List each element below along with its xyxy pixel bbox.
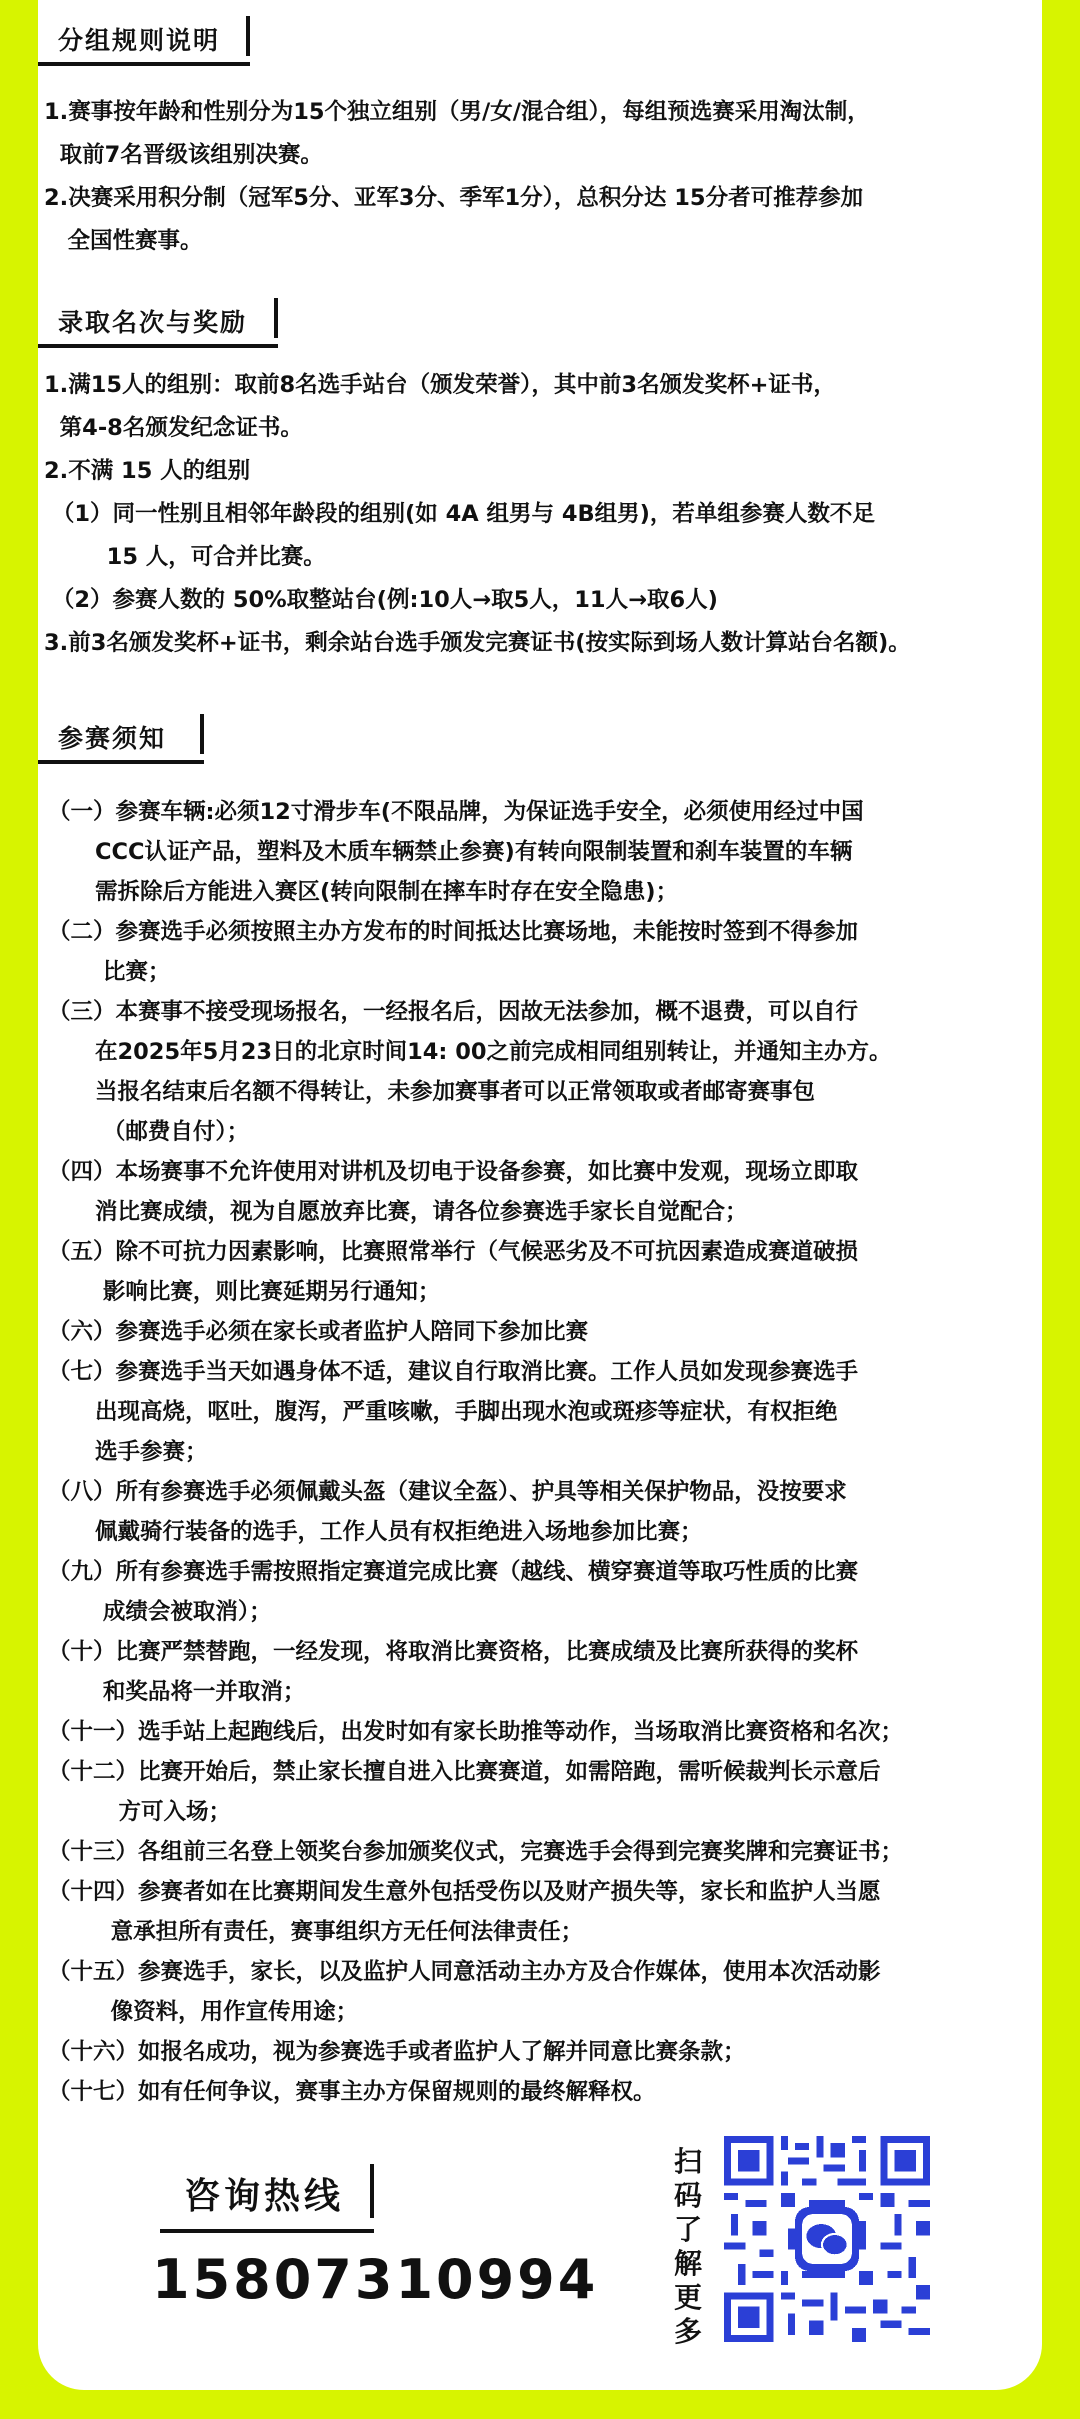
- text-line: 15 人，可合并比赛。: [44, 544, 326, 570]
- hotline-heading: [160, 2168, 374, 2223]
- text-line: （2）参赛人数的 50%取整站台(例:10人→取5人，11人→取6人): [44, 587, 718, 613]
- grouping-rules-title: 分组规则说明: [58, 26, 221, 55]
- text-line: 1.满15人的组别：取前8名选手站台（颁发荣誉），其中前3名颁发奖杯+证书，: [44, 372, 836, 398]
- text-line: （一）参赛车辆:必须12寸滑步车(不限品牌，为保证选手安全，必须使用经过中国: [48, 799, 864, 825]
- notice-title: 参赛须知: [58, 724, 167, 753]
- text-line: （十七）如有任何争议，赛事主办方保留规则的最终解释权。: [48, 2079, 656, 2105]
- text-line: （三）本赛事不接受现场报名，一经报名后，因故无法参加，概不退费，可以自行: [48, 999, 859, 1025]
- text-line: 比赛；: [48, 959, 171, 985]
- text-line: （十三）各组前三名登上领奖台参加颁奖仪式，完赛选手会得到完赛奖牌和完赛证书；: [48, 1839, 904, 1865]
- text-line: （六）参赛选手必须在家长或者监护人陪同下参加比赛: [48, 1319, 589, 1345]
- text-line: 佩戴骑行装备的选手，工作人员有权拒绝进入场地参加比赛；: [48, 1519, 703, 1545]
- text-line: 意承担所有责任，赛事组织方无任何法律责任；: [48, 1919, 584, 1945]
- text-line: 需拆除后方能进入赛区(转向限制在摔车时存在安全隐患)；: [48, 879, 679, 905]
- text-line: 方可入场；: [48, 1799, 231, 1825]
- text-line: 当报名结束后名额不得转让，未参加赛事者可以正常领取或者邮寄赛事包: [48, 1079, 816, 1105]
- grouping-rules-text: [44, 91, 870, 263]
- wechat-qr-code-icon[interactable]: [724, 2136, 930, 2342]
- text-line: 像资料，用作宣传用途；: [48, 1999, 359, 2025]
- notice-text: [48, 792, 903, 2112]
- text-line: 1.赛事按年龄和性别分为15个独立组别（男/女/混合组），每组预选赛采用淘汰制，: [44, 99, 870, 125]
- text-line: （十）比赛严禁替跑，一经发现，将取消比赛资格，比赛成绩及比赛所获得的奖杯: [48, 1639, 859, 1665]
- text-line: 3.前3名颁发奖杯+证书，剩余站台选手颁发完赛证书(按实际到场人数计算站台名额)。: [44, 630, 911, 656]
- text-line: 全国性赛事。: [44, 228, 203, 254]
- text-line: 成绩会被取消）；: [48, 1599, 272, 1625]
- scan-prompt: 扫码了解更多: [673, 2145, 702, 2348]
- text-line: （二）参赛选手必须按照主办方发布的时间抵达比赛场地，未能按时签到不得参加: [48, 919, 859, 945]
- awards-text: [44, 364, 911, 665]
- text-line: 消比赛成绩，视为自愿放弃比赛，请各位参赛选手家长自觉配合；: [48, 1199, 748, 1225]
- text-line: （十五）参赛选手，家长，以及监护人同意活动主办方及合作媒体，使用本次活动影: [48, 1959, 881, 1985]
- text-line: （1）同一性别且相邻年龄段的组别(如 4A 组男与 4B组男)，若单组参赛人数不足: [44, 501, 875, 527]
- text-line: （四）本场赛事不允许使用对讲机及切电于设备参赛，如比赛中发观，现场立即取: [48, 1159, 859, 1185]
- text-line: （邮费自付）；: [48, 1119, 250, 1145]
- hotline-phone-number[interactable]: 15807310994: [152, 2248, 599, 2311]
- text-line: （十一）选手站上起跑线后，出发时如有家长助推等动作，当场取消比赛资格和名次；: [48, 1719, 904, 1745]
- text-line: 2.不满 15 人的组别: [44, 458, 251, 484]
- text-line: 在2025年5月23日的北京时间14: 00之前完成相同组别转让，并通知主办方。: [48, 1039, 892, 1065]
- text-line: （十二）比赛开始后，禁止家长擅自进入比赛赛道，如需陪跑，需听候裁判长示意后: [48, 1759, 881, 1785]
- awards-heading: [38, 300, 272, 342]
- text-line: （五）除不可抗力因素影响，比赛照常举行（气候恶劣及不可抗因素造成赛道破损: [48, 1239, 859, 1265]
- text-line: 取前7名晋级该组别决赛。: [44, 142, 323, 168]
- notice-heading: [38, 716, 198, 758]
- text-line: （七）参赛选手当天如遇身体不适，建议自行取消比赛。工作人员如发现参赛选手: [48, 1359, 859, 1385]
- text-line: 和奖品将一并取消；: [48, 1679, 306, 1705]
- text-line: 第4-8名颁发纪念证书。: [44, 415, 303, 441]
- text-line: 出现高烧，呕吐，腹泻，严重咳嗽，手脚出现水泡或斑疹等症状，有权拒绝: [48, 1399, 838, 1425]
- text-line: CCC认证产品，塑料及木质车辆禁止参赛)有转向限制装置和刹车装置的车辆: [48, 839, 853, 865]
- awards-title: 录取名次与奖励: [58, 308, 248, 337]
- text-line: （八）所有参赛选手必须佩戴头盔（建议全盔）、护具等相关保护物品，没按要求: [48, 1479, 847, 1505]
- grouping-rules-heading: [38, 18, 244, 60]
- hotline-title: 咨询热线: [184, 2175, 345, 2217]
- text-line: （十四）参赛者如在比赛期间发生意外包括受伤以及财产损失等，家长和监护人当愿: [48, 1879, 881, 1905]
- text-line: （九）所有参赛选手需按照指定赛道完成比赛（越线、横穿赛道等取巧性质的比赛: [48, 1559, 859, 1585]
- text-line: 影响比赛，则比赛延期另行通知；: [48, 1279, 441, 1305]
- text-line: 选手参赛；: [48, 1439, 208, 1465]
- text-line: （十六）如报名成功，视为参赛选手或者监护人了解并同意比赛条款；: [48, 2039, 746, 2065]
- text-line: 2.决赛采用积分制（冠军5分、亚军3分、季军1分），总积分达 15分者可推荐参加: [44, 185, 864, 211]
